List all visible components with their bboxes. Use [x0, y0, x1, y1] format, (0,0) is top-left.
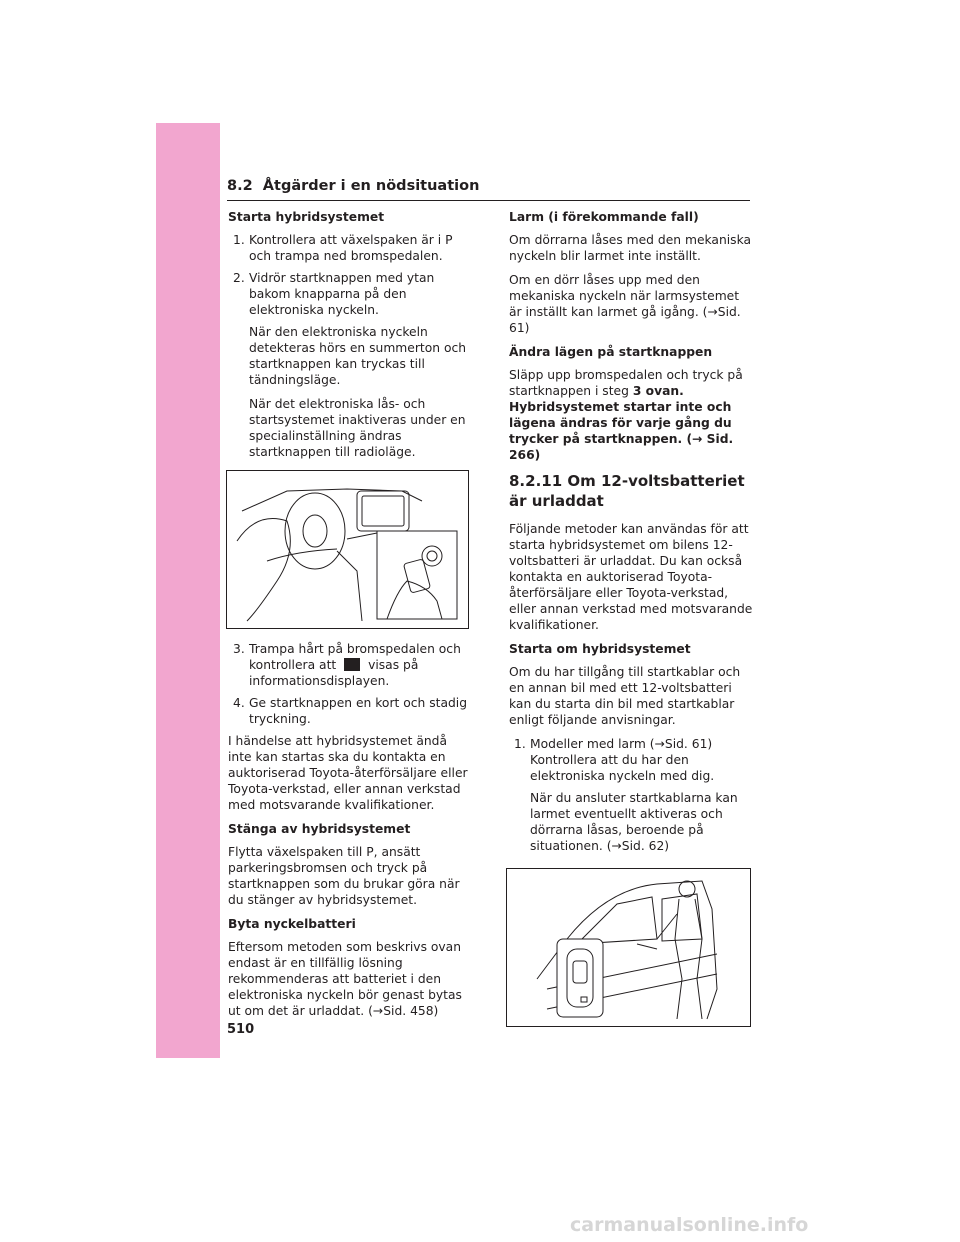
- driver-touching-start-button-illustration: [227, 471, 468, 628]
- paragraph-key-battery: Eftersom metoden som beskrivs ovan endast är en tillfällig lösning rekommenderas att batteriet i den elektroniska nyckeln bör genast bytas ut om det är urladdat. (→Sid. 458): [228, 940, 462, 1018]
- right-column: [509, 209, 754, 1027]
- illustration-start-button: [226, 470, 469, 629]
- heading-stop-hybrid: Stänga av hybridsystemet: [228, 822, 411, 836]
- jump-step-1-note: När du ansluter startkablarna kan larmet eventuellt aktiveras och dörrarna låsas, beroende på situationen. (→Sid. 62): [530, 791, 738, 853]
- step-4: 4. Ge startknappen en kort och stadig tryckning.: [233, 696, 468, 726]
- paragraph-change-modes: Släpp upp bromspedalen och tryck på startknappen i steg 3 ovan. Hybridsystemet startar inte och lägena ändras för varje gång du trycker på startknappen. (→ Sid. 266): [509, 368, 743, 462]
- heading-start-hybrid: Starta hybridsystemet: [228, 210, 385, 224]
- section-title: [227, 178, 479, 194]
- watermark: carmanualsonline.info: [570, 1214, 809, 1236]
- step-3: 3. Trampa hårt på bromspedalen och kontrollera att visas på informationsdisplayen.: [233, 642, 461, 688]
- step-1: 1. Kontrollera att växelspaken är i P och trampa ned bromspedalen.: [233, 233, 453, 263]
- heading-restart-hybrid: Starta om hybridsystemet: [509, 642, 691, 656]
- paragraph-contact-dealer: I händelse att hybridsystemet ändå inte kan startas ska du kontakta en auktoriserad Toyota-återförsäljare eller Toyota-verkstad, eller annan verkstad med motsvarande kvalifikationer.: [228, 734, 468, 812]
- person-at-car-door-illustration: [507, 869, 750, 1026]
- paragraph-stop-hybrid: Flytta växelspaken till P, ansätt parkeringsbromsen och tryck på startknappen som du brukar göra när du stänger av hybridsystemet.: [228, 845, 460, 907]
- key-icon: [344, 658, 360, 671]
- section-name: Åtgärder i en nödsituation: [262, 178, 480, 194]
- subsection-title-12v-battery: 8.2.11 Om 12-voltsbatteriet är urladdat: [509, 472, 745, 510]
- paragraph-alarm-2: Om en dörr låses upp med den mekaniska nyckeln när larmsystemet är inställt kan larmet gå igång. (→Sid. 61): [509, 273, 741, 335]
- heading-change-modes: Ändra lägen på startknappen: [509, 345, 713, 359]
- chapter-tab-bar: [156, 123, 220, 1058]
- jump-step-1: 1. Modeller med larm (→Sid. 61) Kontrollera att du har den elektroniska nyckeln med dig.: [514, 737, 715, 783]
- heading-key-battery: Byta nyckelbatteri: [228, 917, 356, 931]
- step2-note-1: När den elektroniska nyckeln detekteras hörs en summerton och startknappen kan tryckas till tändningsläge.: [249, 325, 467, 387]
- illustration-car-key: [506, 868, 751, 1027]
- section-number: 8.2: [227, 178, 253, 194]
- section-header: [227, 178, 750, 201]
- paragraph-jump-start: Om du har tillgång till startkablar och en annan bil med ett 12-voltsbatteri kan du starta din bil med startkablar enligt följande anvisningar.: [509, 665, 741, 727]
- heading-alarm: Larm (i förekommande fall): [509, 210, 699, 224]
- step-2: 2. Vidrör startknappen med ytan bakom knapparna på den elektroniska nyckeln.: [233, 271, 435, 317]
- paragraph-alarm-1: Om dörrarna låses med den mekaniska nyckeln blir larmet inte inställt.: [509, 233, 752, 263]
- paragraph-12v-intro: Följande metoder kan användas för att starta hybridsystemet om bilens 12-voltsbatteri är urladdat. Du kan också kontakta en auktoriserad Toyota-återförsäljare eller Toyota-verkstad, eller annan verkstad med motsvarande kvalifikationer.: [509, 522, 753, 632]
- left-column: [228, 209, 473, 1027]
- page-number: 510: [227, 1022, 255, 1037]
- step2-note-2: När det elektroniska lås- och startsystemet inaktiveras under en specialinställning ändras startknappen till radioläge.: [249, 397, 466, 459]
